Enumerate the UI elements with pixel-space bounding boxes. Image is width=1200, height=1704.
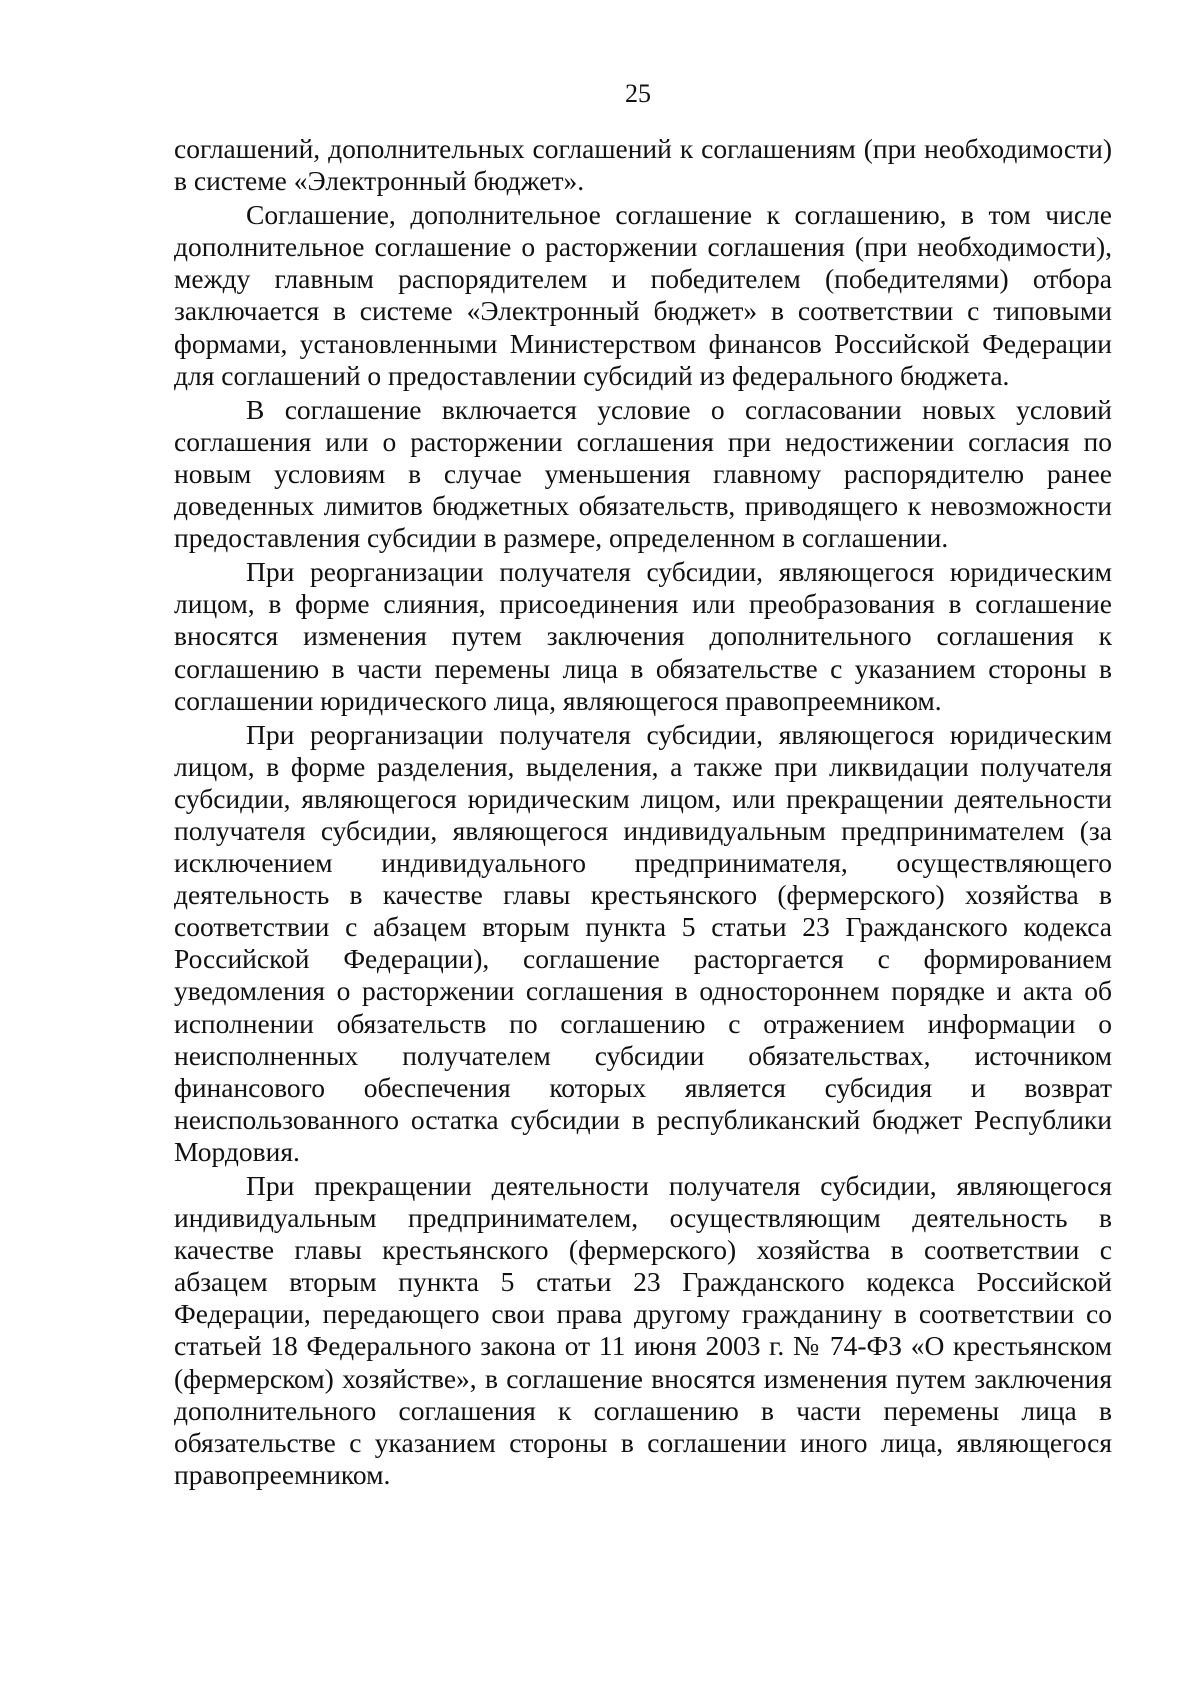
paragraph-continuation: соглашений, дополнительных соглашений к соглашениям (при необходимости) в системе «Электронный бюджет». — [174, 133, 1112, 197]
document-body — [174, 133, 1112, 1491]
paragraph-reorganization-division: При реорганизации получателя субсидии, являющегося юридическим лицом, в форме разделения, выделения, а также при ликвидации получателя субсидии, являющегося юридическим лицом, или прекращении деятельности получателя субсидии, являющегося индивидуальным предпринимателем (за исключением индивидуального предпринимателя, осуществляющего деятельность в качестве главы крестьянского (фермерского) хозяйства в соответствии с абзацем вторым пункта 5 статьи 23 Гражданского кодекса Российской Федерации), соглашение расторгается с формированием уведомления о расторжении соглашения в одностороннем порядке и акта об исполнении обязательств по соглашению с отражением информации о неисполненных получателем субсидии обязательствах, источником финансового обеспечения которых является субсидия и возврат неиспользованного остатка субсидии в республиканский бюджет Республики Мордовия. — [174, 718, 1112, 1167]
paragraph-agreement-conclusion: Соглашение, дополнительное соглашение к соглашению, в том числе дополнительное соглашение о расторжении соглашения (при необходимости), между главным распорядителем и победителем (победителями) отбора заключается в системе «Электронный бюджет» в соответствии с типовыми формами, установленными Министерством финансов Российской Федерации для соглашений о предоставлении субсидий из федерального бюджета. — [174, 199, 1112, 391]
paragraph-new-conditions: В соглашение включается условие о согласовании новых условий соглашения или о расторжении соглашения при недостижении согласия по новым условиям в случае уменьшения главному распорядителю ранее доведенных лимитов бюджетных обязательств, приводящего к невозможности предоставления субсидии в размере, определенном в соглашении. — [174, 393, 1112, 554]
paragraph-termination-farm: При прекращении деятельности получателя субсидии, являющегося индивидуальным предпринимателем, осуществляющим деятельность в качестве главы крестьянского (фермерского) хозяйства в соответствии с абзацем вторым пункта 5 статьи 23 Гражданского кодекса Российской Федерации, передающего свои права другому гражданину в соответствии со статьей 18 Федерального закона от 11 июня 2003 г. № 74-ФЗ «О крестьянском (фермерском) хозяйстве», в соглашение вносятся изменения путем заключения дополнительного соглашения к соглашению в части перемены лица в обязательстве с указанием стороны в соглашении иного лица, являющегося правопреемником. — [174, 1170, 1112, 1490]
page-number: 25 — [625, 79, 651, 108]
paragraph-reorganization-merger: При реорганизации получателя субсидии, являющегося юридическим лицом, в форме слияния, присоединения или преобразования в соглашение вносятся изменения путем заключения дополнительного соглашения к соглашению в части перемены лица в обязательстве с указанием стороны в соглашении юридического лица, являющегося правопреемником. — [174, 556, 1112, 716]
